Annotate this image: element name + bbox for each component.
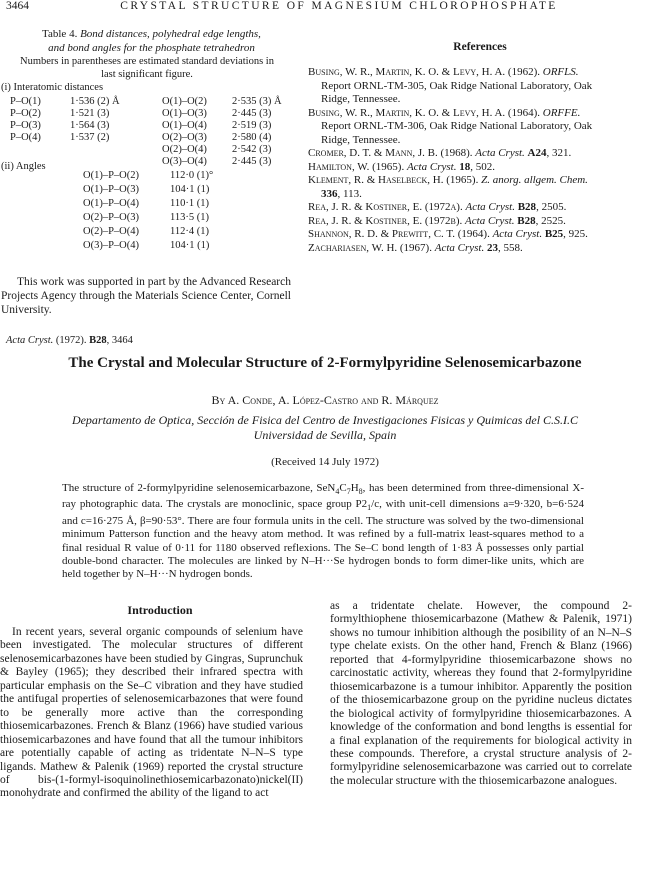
article-title: The Crystal and Molecular Structure of 2-Formylpyridine Selenosemicarbazone: [68, 355, 582, 371]
page-number: 3464: [6, 0, 29, 12]
table4-angle-value: 112·0 (1)°: [170, 170, 214, 181]
table4-distance-edge: O(1)–O(3): [162, 108, 207, 119]
table4-distance-edge-value: 2·445 (3): [232, 108, 272, 119]
article-authors: By A. Conde, A. López-Castro and R. Márquez: [211, 393, 439, 407]
reference-item: Cromer, D. T. & Mann, J. B. (1968). Acta Cryst. A24, 321.: [308, 147, 572, 159]
table4-section-distances: (i) Interatomic distances: [1, 82, 104, 93]
introduction-column-2: as a tridentate chelate. However, the compound 2-formylthiophene thiosemicarbazone (Mathew & Palenik, 1971) shows no tumour inhibition although the posibility of an N–N–S type chelate exists. On the other hand, French & Blanz (1966) reported that 4-formylpyridine thiosemicarbazone shows no carcinostatic activity, whereas they found that 2-formylpyridine thiosemicarbazone is a tumour inhibitor. Apparently the position of the thiosemicarbazone group on the pyridine nucleus dictates the biological activity of formylpyridine thiosemicarbazones. A knowledge of the conformation and bond lengths is essential for a final explanation of the requirements for biological activity in these compounds. Therefore, a crystal structure analysis of 2-formylpyridine selenosemicarbazone was carried out to correlate the molecular structure with the thiosemicarbazone analogues.: [330, 600, 632, 787]
table4-angle-value: 104·1 (1): [170, 184, 210, 195]
table4-angle-value: 104·1 (1): [170, 240, 210, 251]
table4-distance-edge-value: 2·445 (3): [232, 156, 272, 167]
table4-note: Numbers in parentheses are estimated standard deviations in last significant figure.: [20, 56, 274, 80]
table4-angles: [0, 170, 300, 260]
table4-distance-edge: O(2)–O(4): [162, 144, 207, 155]
reference-item: Busing, W. R., Martin, K. O. & Levy, H. A. (1962). ORFLS. Report ORNL-TM-305, Oak Ridge National Laboratory, Oak Ridge, Tennessee.: [308, 66, 593, 105]
article-citation: Acta Cryst. (1972). B28, 3464: [6, 335, 133, 346]
reference-item: Klement, R. & Haselbeck, H. (1965). Z. anorg. allgem. Chem. 336, 113.: [308, 174, 588, 200]
table4-distance-value: 1·521 (3): [70, 108, 110, 119]
table4-section-angles: (ii) Angles: [1, 161, 46, 172]
introduction-heading: Introduction: [127, 603, 193, 617]
received-date: (Received 14 July 1972): [271, 456, 379, 468]
reference-item: Busing, W. R., Martin, K. O. & Levy, H. A. (1964). ORFFE. Report ORNL-TM-306, Oak Ridge National Laboratory, Oak Ridge, Tennessee.: [308, 106, 593, 146]
table4-distance-edge: O(1)–O(2): [162, 96, 207, 107]
reference-item: Zachariasen, W. H. (1967). Acta Cryst. 23, 558.: [308, 241, 523, 254]
references-list: [308, 66, 598, 255]
table4-distance-bond: P–O(4): [10, 132, 41, 143]
table4-distance-edge-value: 2·580 (4): [232, 132, 272, 143]
table4-title: Table 4. Bond distances, polyhedral edge lengths, and bond angles for the phosphate tetrahedron: [42, 28, 261, 54]
table4-distance-edge-value: 2·519 (3): [232, 120, 272, 131]
table4-distance-value: 1·564 (3): [70, 120, 110, 131]
table4-distance-edge: O(3)–O(4): [162, 156, 207, 167]
running-title: CRYSTAL STRUCTURE OF MAGNESIUM CHLOROPHOSPHATE: [120, 0, 558, 12]
reference-item: Rea, J. R. & Kostiner, E. (1972b). Acta Cryst. B28, 2525.: [308, 214, 566, 227]
table4-angle-angle: O(1)–P–O(4): [83, 198, 139, 209]
table4-angle-value: 112·4 (1): [170, 226, 209, 237]
table4-distance-bond: P–O(3): [10, 120, 41, 131]
table4-angle-value: 113·5 (1): [170, 212, 209, 223]
table4-angle-angle: O(2)–P–O(4): [83, 226, 139, 237]
introduction-column-1: In recent years, several organic compounds of selenium have been investigated. The molecular structures of different selenosemicarbazones have been studied by Gingras, Suprunchuk & Bayley (1965); they described their infrared spectra with particular emphasis on the Se–C vibration and they have studied the antifugal properties of selenosemicarbazones that were found to be generally more active than the corresponding thiosemicarbazones. French & Blanz (1966) have studied various thiosemicarbazones and have found that all the tumour inhibitors are potentially capable of acting as tridentate N–N–S type ligands. Mathew & Palenik (1969) reported the crystal structure of bis-(1-formyl-isoquinolinethiosemicarbazonato)nickel(II) monohydrate and confirmed the ability of the ligand to act: [0, 626, 303, 800]
table4-distance-edge-value: 2·542 (3): [232, 144, 272, 155]
table4-angle-angle: O(1)–P–O(3): [83, 184, 139, 195]
table4-distance-value: 1·536 (2) Å: [70, 96, 120, 107]
abstract: The structure of 2-formylpyridine selenosemicarbazone, $SeN_4C_7H_8$, has been determined from three-dimensional X-ray photographic data. The crystals are monoclinic, space group $P2_1/c$, with unit-cell dimensions a=9·320, b=6·524 and c=16·275 Å, β=90·53°. There are four formula units in the cell. The structure was solved by the two-dimensional minimum Patterson function and the heavy atom method. It was refined by a full-matrix least-squares method to a final residual R value of 0·11 for 1180 observed reflexions. The Se–C bond length of 1·83 Å possesses only partial double-bond character. The molecules are linked by N–H···Se hydrogen bonds to form dimer-like units, which are held together by N–H···N hydrogen bonds.: [62, 482, 585, 581]
table4-distance-value: 1·537 (2): [70, 132, 110, 143]
table4-distance-edge-value: 2·535 (3) Å: [232, 96, 282, 107]
article-affiliation: Departamento de Optica, Sección de Fisica del Centro de Investigaciones Fisicas y Quimicas del C.S.I.C Universidad de Sevilla, Spain: [71, 413, 579, 442]
reference-item: Shannon, R. D. & Prewitt, C. T. (1964). Acta Cryst. B25, 925.: [308, 228, 588, 240]
reference-item: Hamilton, W. (1965). Acta Cryst. 18, 502.: [308, 160, 495, 173]
table4-angle-angle: O(2)–P–O(3): [83, 212, 139, 223]
reference-item: Rea, J. R. & Kostiner, E. (1972a). Acta Cryst. B28, 2505.: [308, 201, 567, 213]
acknowledgement: This work was supported in part by the Advanced Research Projects Agency through the Materials Science Center, Cornell University.: [1, 276, 291, 316]
running-head: [6, 0, 642, 14]
table4-distance-edge: O(1)–O(4): [162, 120, 207, 131]
table4-distance-bond: P–O(1): [10, 96, 41, 107]
table4-angle-angle: O(3)–P–O(4): [83, 240, 139, 251]
table4-angle-angle: O(1)–P–O(2): [83, 170, 139, 181]
table4-distance-bond: P–O(2): [10, 108, 41, 119]
table4-distance-edge: O(2)–O(3): [162, 132, 207, 143]
references-heading: References: [453, 41, 507, 53]
table4-angle-value: 110·1 (1): [170, 198, 209, 209]
